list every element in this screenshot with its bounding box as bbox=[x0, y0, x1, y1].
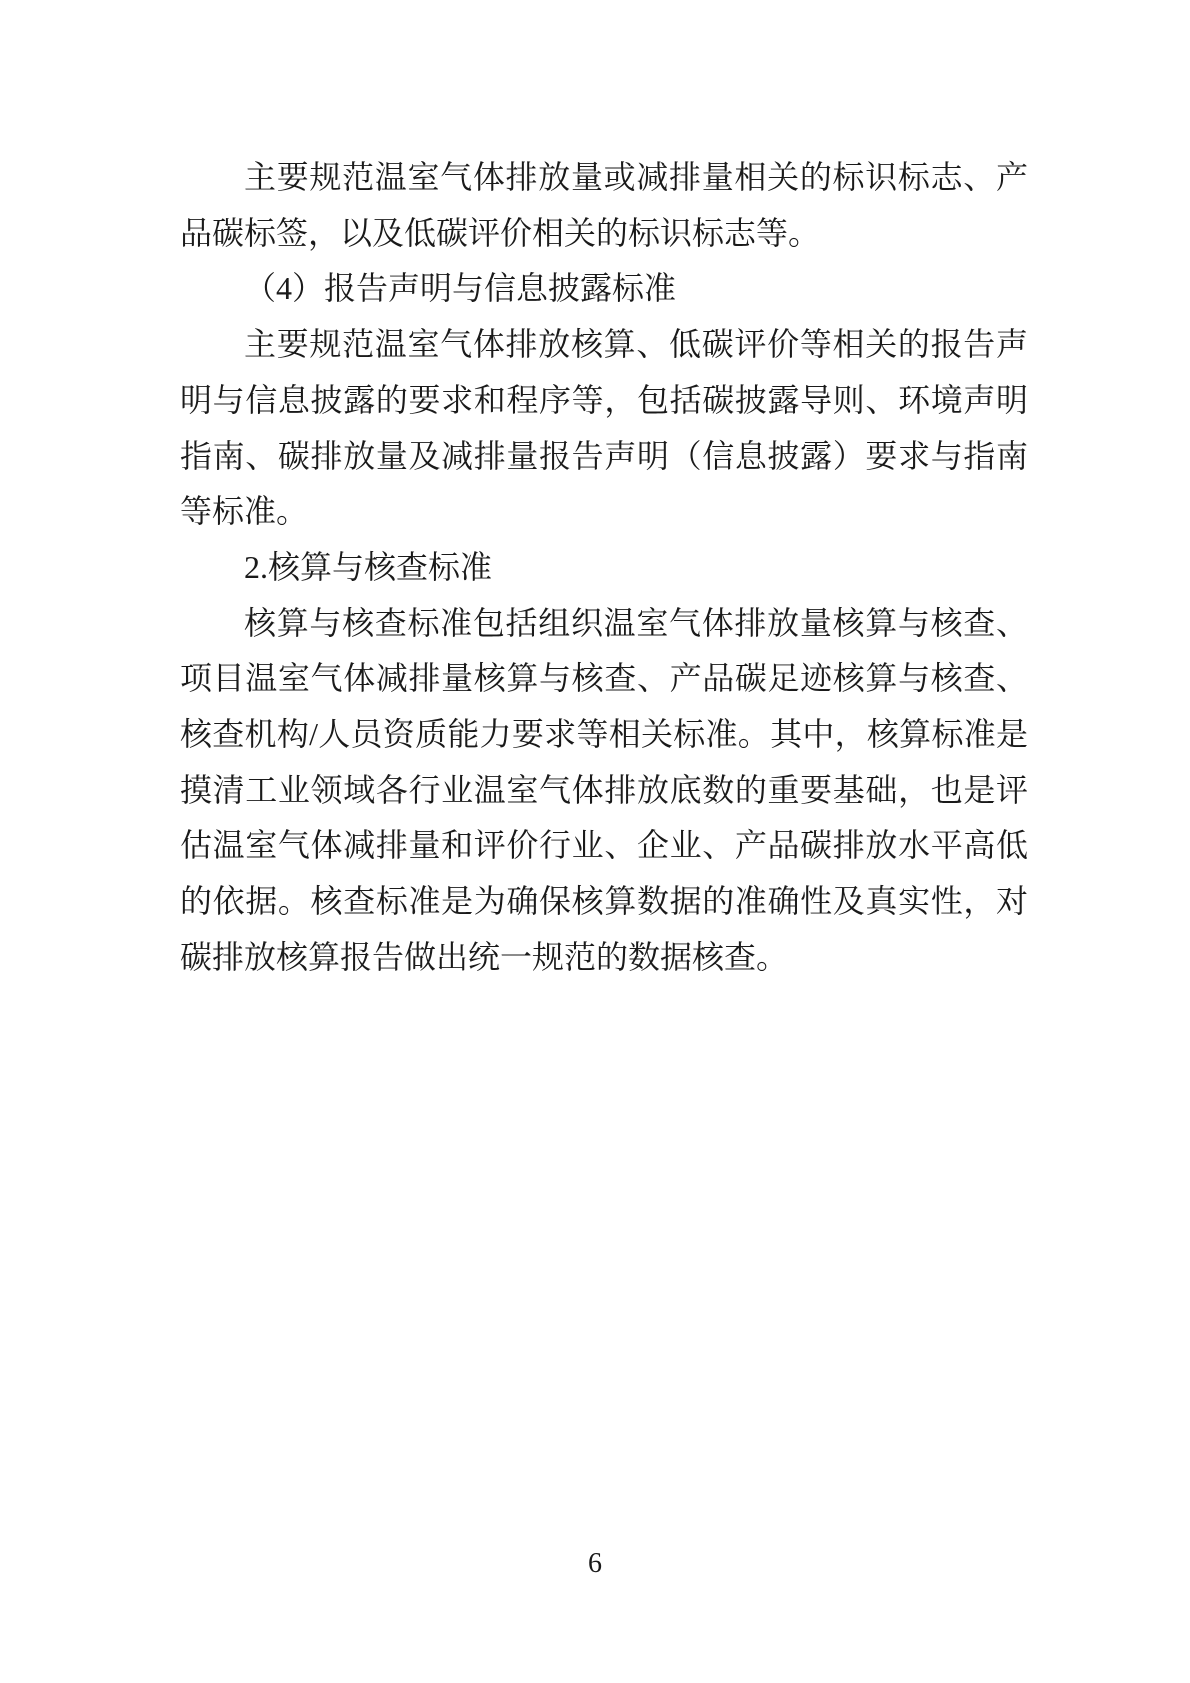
page-footer bbox=[0, 1549, 1190, 1579]
paragraph-reporting-disclosure-detail: 主要规范温室气体排放核算、低碳评价等相关的报告声明与信息披露的要求和程序等，包括碳披露导则、环境声明指南、碳排放量及减排量报告声明（信息披露）要求与指南等标准。 bbox=[180, 326, 1028, 530]
page-number: 6 bbox=[588, 1548, 602, 1579]
paragraph-accounting-verification-detail: 核算与核查标准包括组织温室气体排放量核算与核查、项目温室气体减排量核算与核查、产品碳足迹核算与核查、核查机构/人员资质能力要求等相关标准。其中，核算标准是摸清工业领域各行业温室气体排放底数的重要基础，也是评估温室气体减排量和评价行业、企业、产品碳排放水平高低的依据。核查标准是为确保核算数据的准确性及真实性，对碳排放核算报告做出统一规范的数据核查。 bbox=[180, 604, 1028, 975]
document-body bbox=[180, 150, 1028, 986]
section-heading-4-reporting-disclosure: （4）报告声明与信息披露标准 bbox=[244, 270, 677, 307]
section-heading-2-accounting-verification: 2.核算与核查标准 bbox=[244, 548, 493, 585]
paragraph-labeling-standards: 主要规范温室气体排放量或减排量相关的标识标志、产品碳标签，以及低碳评价相关的标识标志等。 bbox=[180, 159, 1028, 251]
